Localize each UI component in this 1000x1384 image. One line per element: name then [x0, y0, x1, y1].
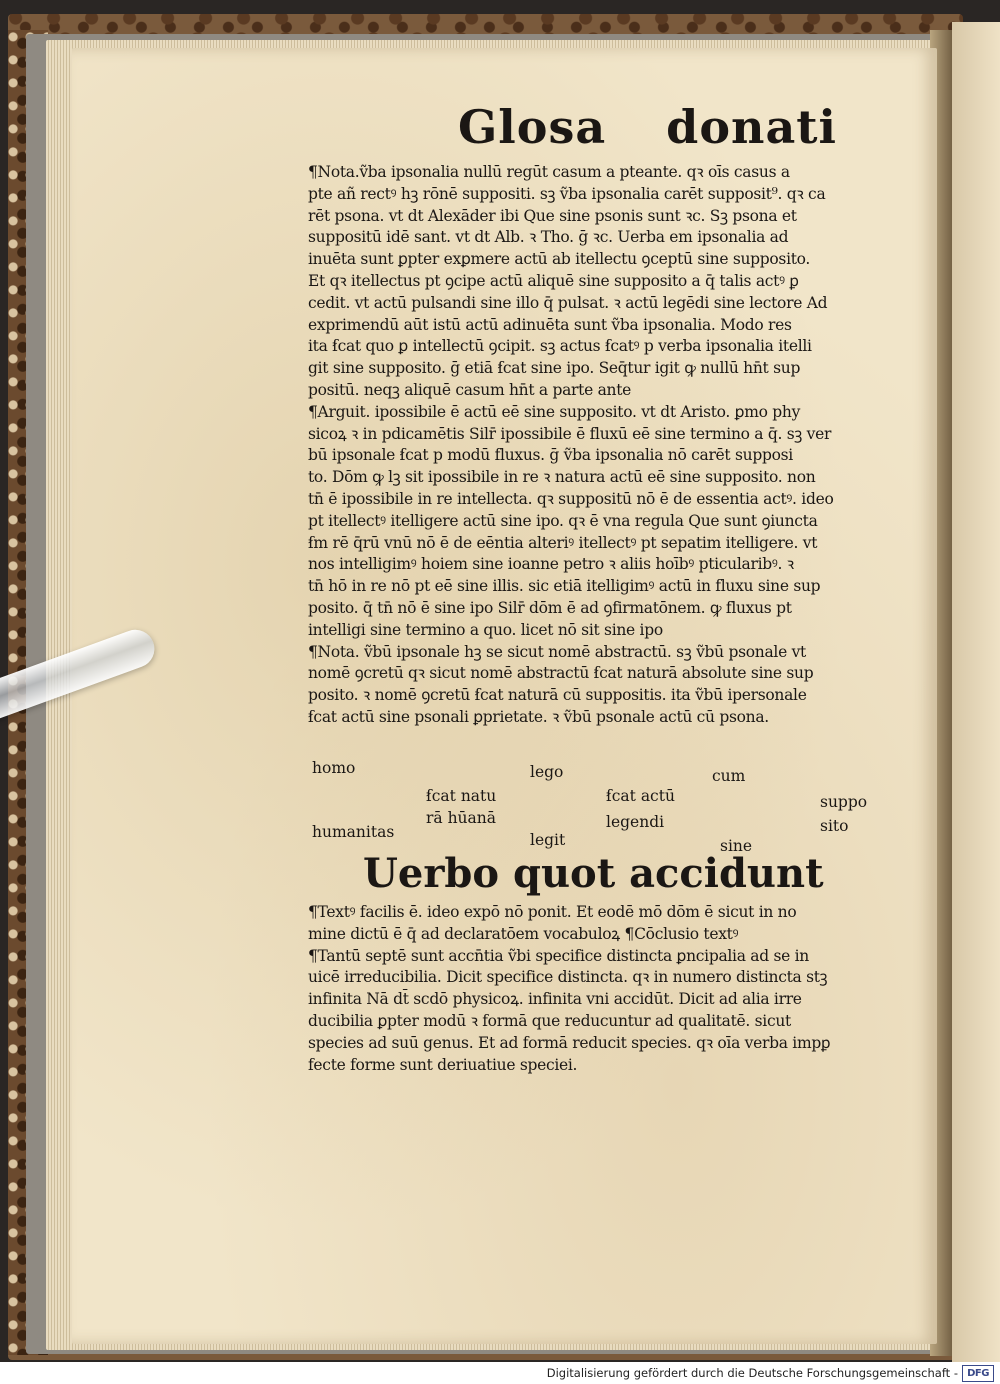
diagram-lego: lego	[530, 763, 564, 781]
text-line: Et qꝛ itellectus pt ꝯcipe actū aliquē sine supposito a q̄ talis actꝰ ꝑ	[308, 271, 799, 290]
running-header	[458, 100, 837, 154]
diagram-legendi: legendi	[606, 813, 665, 831]
text-line: intelligi sine termino a quo. licet nō sit sine ipo	[308, 620, 663, 639]
text-line: pte añ rectꝰ hꝫ rōnē suppositi. sꝫ ṽba ipsonalia carēt supposit⁹. qꝛ ca	[308, 184, 826, 203]
text-line: exprimendū aūt istū actū adinuēta sunt ṽba ipsonalia. Modo res	[308, 315, 792, 334]
text-line: bū ipsonale ẜcat p modū fluxus. ḡ ṽba ipsonalia nō carēt supposi	[308, 446, 793, 465]
text-line: positū. neqꝫ aliquē casum hn̄t a parte ante	[308, 380, 632, 399]
text-line: nos intelligimꝰ hoiem sine ioanne petro ꝛ aliis hoībꝰ pticularibꝰ. ꝛ	[308, 555, 794, 574]
text-line: species ad suū genus. Et ad formā reducit species. qꝛ oīa verba impꝑ	[308, 1033, 831, 1052]
diagram-fcat-natu: ẜcat natu	[426, 787, 497, 805]
text-line: ¶Tantū septē sunt accn̄tia ṽbi specifice distincta ꝑncipalia ad se in	[308, 946, 809, 965]
text-line: ẜm rē q̄rū vnū nō ē de eēntia alteriꝰ itellectꝰ pt sepatim itelligere. vt	[308, 533, 818, 552]
diagram-sito: sito	[820, 817, 849, 835]
text-line: rēt psona. vt dt Alexāder ibi Que sine psonis sunt ꝛc. Sꝫ psona et	[308, 206, 797, 225]
dfg-logo: DFG	[962, 1365, 994, 1382]
text-line: mine dictū ē q̄ ad declaratōem vocabuloꝝ ¶Cōclusio textꝰ	[308, 924, 739, 943]
diagram-sine: sine	[720, 837, 753, 855]
diagram-legit: legit	[530, 831, 566, 849]
text-line: fecte forme sunt deriuatiue speciei.	[308, 1055, 578, 1074]
text-line: inuēta sunt ꝑpter exꝑmere actū ab itellectu ꝯceptū sine supposito.	[308, 250, 811, 269]
diagram-cum: cum	[712, 767, 746, 785]
gloss-text-block	[308, 162, 878, 729]
text-line: cedit. vt actū pulsandi sine illo q̄ pulsat. ꝛ actū legēdi sine lectore Ad	[308, 293, 828, 312]
diagram-fcat-actu: ẜcat actū	[606, 787, 675, 805]
text-line: nomē ꝯcretū qꝛ sicut nomē abstractū ẜcat naturā absolute sine sup	[308, 664, 814, 683]
diagram-homo: homo	[312, 759, 356, 777]
text-line: suppositū idē sant. vt dt Alb. ꝛ Tho. ḡ ꝛc. Uerba em ipsonalia ad	[308, 228, 789, 247]
text-line: pt itellectꝰ itelligere actū sine ipo. qꝛ ē vna regula Que sunt ꝯiuncta	[308, 511, 818, 530]
footer-bar	[0, 1362, 1000, 1384]
text-line: ita ẜcat quo ꝑ intellectū ꝯcipit. sꝫ actus ẜcatꝰ p verba ipsonalia itelli	[308, 337, 812, 356]
facing-page-edge	[952, 22, 1000, 1362]
funding-credit: Digitalisierung gefördert durch die Deutsche Forschungsgemeinschaft -	[546, 1366, 958, 1380]
text-line: posito. q̄ tn̄ nō ē sine ipo Silr̄ dōm ē ad ꝯfirmatōnem. ꝙ fluxus pt	[308, 598, 792, 617]
header-word-glosa: Glosa	[458, 100, 607, 154]
text-line: posito. ꝛ nomē ꝯcretū ẜcat naturā cū suppositis. ita ṽbū ipersonale	[308, 686, 807, 705]
text-line: tn̄ ē ipossibile in re intellecta. qꝛ suppositū nō ē de essentia actꝰ. ideo	[308, 489, 834, 508]
text-line: tn̄ hō in re nō pt eē sine illis. sic etiā itelligimꝰ actū in fluxu sine sup	[308, 577, 821, 596]
text-line: ¶Arguit. ipossibile ē actū eē sine supposito. vt dt Aristo. ꝑmo phy	[308, 402, 801, 421]
text-line: infinita Nā dt̄ scdō physicoꝝ. infinita vni accidūt. Dicit ad alia irre	[308, 990, 802, 1009]
text-line: ¶Nota.ṽba ipsonalia nullū regūt casum a pteante. qꝛ oīs casus a	[308, 163, 790, 181]
text-line: git sine supposito. ḡ etiā ẜcat sine ipo. Seq̄tur igit ꝙ nullū hn̄t sup	[308, 359, 801, 378]
text-line: sicoꝝ ꝛ in pdicamētis Silr̄ ipossibile ē fluxū eē sine termino a q̄. sꝫ ver	[308, 424, 832, 443]
second-text-block	[308, 902, 878, 1076]
text-line: ¶Nota. ṽbū ipsonale hꝫ se sicut nomē abstractū. sꝫ ṽbū psonale vt	[308, 642, 806, 661]
text-line: uicē irreducibilia. Dicit specifice distincta. qꝛ in numero distincta stꝫ	[308, 968, 828, 987]
diagram-humanitas: humanitas	[312, 823, 395, 841]
text-line: ¶Textꝰ facilis ē. ideo expō nō ponit. Et eodē mō dōm ē sicut in no	[308, 903, 797, 921]
header-word-donati: donati	[666, 100, 837, 154]
text-line: to. Dōm ꝙ lꝫ sit ipossibile in re ꝛ natura actū eē sine supposito. non	[308, 468, 816, 487]
section-heading: Uerbo quot accidunt	[363, 850, 824, 897]
diagram-suppo: suppo	[820, 793, 868, 811]
text-line: ducibilia ꝑpter modū ꝛ formā que reducuntur ad qualitatē. sicut	[308, 1011, 791, 1030]
text-line: ẜcat actū sine psonali ꝑprietate. ꝛ ṽbū psonale actū cū psona.	[308, 707, 769, 726]
diagram-ra-huana: rā hūanā	[426, 809, 497, 827]
